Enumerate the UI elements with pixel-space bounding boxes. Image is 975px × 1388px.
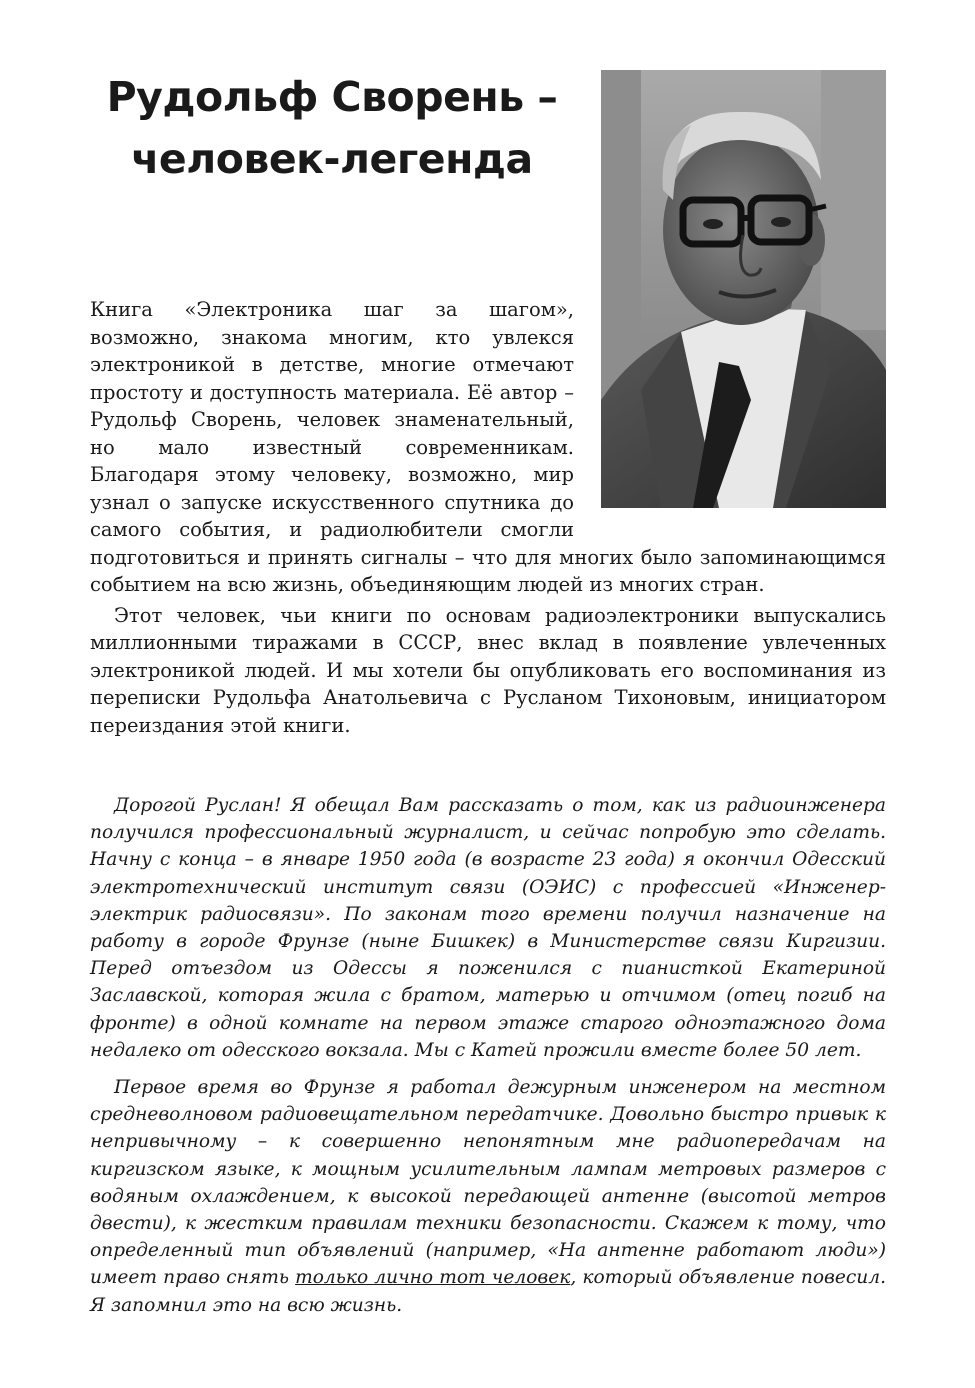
title-line-1: Рудольф Сворень –	[106, 73, 558, 121]
intro-section	[90, 296, 886, 739]
photo-wrap-spacer	[574, 296, 886, 518]
letter-section	[90, 792, 886, 1319]
underlined-phrase: только лично тот человек	[295, 1267, 571, 1289]
letter-paragraph-1: Дорогой Руслан! Я обещал Вам рассказать о том, как из радиоинженера получился профессиональный журналист, и сейчас попробую это сделать. Начну с конца – в январе 1950 года (в возрасте 23 года) я окончил Одесский электротехнический институт связи (ОЭИС) с профессией «Инженер-электрик радиосвязи». По законам того времени получил назначение на работу в городе Фрунзе (ныне Бишкек) в Министерстве связи Киргизии. Перед отъездом из Одессы я поженился с пианисткой Екатериной Заславской, которая жила с братом, матерью и отчимом (отец погиб на фронте) в одной комнате на первом этаже старого одноэтажного дома недалеко от одесского вокзала. Мы с Катей прожили вместе более 50 лет.	[90, 795, 886, 1061]
letter-paragraph-2-end: , который объявление повесил. Я запомнил это на всю жизнь.	[90, 1267, 886, 1316]
intro-paragraph-1: Книга «Электроника шаг за шагом», возможно, знакома многим, кто увлекся электроникой в детстве, многие отмечают простоту и доступность материала. Её автор – Рудольф Сворень, человек знаменательный, но мало известный современникам. Благодаря этому человеку, возможно, мир узнал о запуске искусственного спутника до самого события, и радиолюбители смогли подготовиться и принять сигналы – что для многих было запоминающимся событием на всю жизнь, объединяющим людей из многих стран.	[90, 298, 886, 596]
letter-paragraph-2-start: Первое время во Фрунзе я работал дежурным инженером на местном средневолновом радиовещательном передатчике. Довольно быстро привык к непривычному – к совершенно непонятным мне радиопередачам на киргизском языке, к мощным усилительным лампам метровых размеров с водяным охлаждением, к высокой передающей антенне (высотой метров двести), к жестким правилам техники безопасности. Скажем к тому, что определенный тип объявлений (например, «На антенне работают люди») имеет право снять	[90, 1077, 886, 1289]
intro-paragraph-2: Этот человек, чьи книги по основам радиоэлектроники выпускались миллионными тиражами в СССР, внес вклад в появление увлеченных электроникой людей. И мы хотели бы опубликовать его воспоминания из переписки Рудольфа Анатольевича с Русланом Тихоновым, инициатором переиздания этой книги.	[90, 603, 886, 737]
title-line-2: человек-легенда	[131, 135, 533, 183]
letter-paragraph-2	[90, 1074, 886, 1319]
page-title	[72, 66, 592, 190]
